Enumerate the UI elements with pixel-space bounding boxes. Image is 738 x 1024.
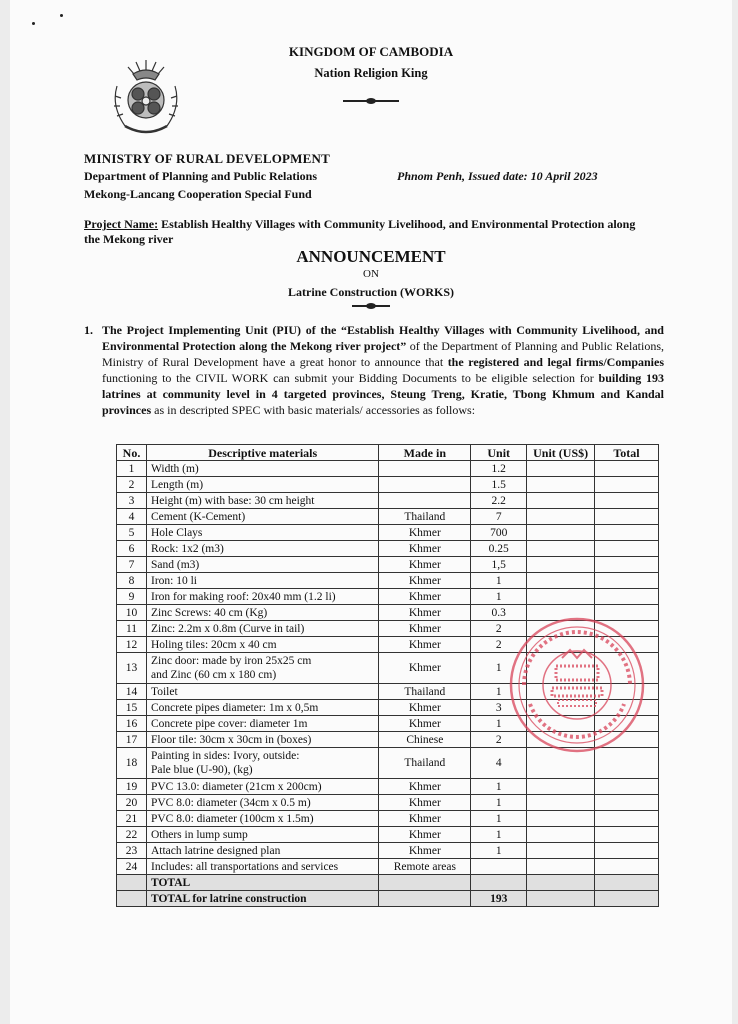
project-name: Establish Healthy Villages with Community Livelihood, and Environmental Protection along the Mekong river <box>84 217 636 246</box>
announcement-subject: Latrine Construction (WORKS) <box>288 285 454 299</box>
col-header-no: No. <box>117 445 147 461</box>
cell-unit-usd <box>527 795 595 811</box>
scan-speck <box>60 14 63 17</box>
col-header-unit: Unit <box>471 445 527 461</box>
para-text-3: of the Department of Planning and Public Relations, Ministry of Rural Development have a great honor to announce that <box>102 339 664 369</box>
kingdom-title: KINGDOM OF CAMBODIA <box>288 44 454 59</box>
cell-no: 15 <box>117 700 147 716</box>
cell-unit-usd <box>527 811 595 827</box>
table-row <box>117 573 659 589</box>
table-row <box>117 811 659 827</box>
table-row <box>117 525 659 541</box>
cell-description: Concrete pipe cover: diameter 1m <box>146 716 378 732</box>
col-header-description: Descriptive materials <box>146 445 378 461</box>
cell-total <box>595 859 659 875</box>
cell-total <box>595 557 659 573</box>
cell-description: Width (m) <box>146 461 378 477</box>
total-cell <box>117 891 147 907</box>
description-line: Painting in sides: Ivory, outside: <box>150 750 300 762</box>
cell-description: Hole Clays <box>146 525 378 541</box>
ministry-name: MINISTRY OF RURAL DEVELOPMENT <box>84 151 330 166</box>
cell-unit: 1 <box>471 589 527 605</box>
para-text-5: functioning to the CIVIL WORK can submit your Bidding Documents to be eligible selection for <box>102 371 599 385</box>
col-header-total: Total <box>595 445 659 461</box>
cell-no: 22 <box>117 827 147 843</box>
cell-unit-usd <box>527 589 595 605</box>
cell-total <box>595 843 659 859</box>
subject-divider <box>352 305 390 307</box>
scan-speck <box>32 22 35 25</box>
cell-no: 7 <box>117 557 147 573</box>
cell-made-in: Khmer <box>379 637 471 653</box>
cell-unit-usd <box>527 493 595 509</box>
issue-dateline: Phnom Penh, Issued date: 10 April 2023 <box>397 169 598 183</box>
cell-description: Iron for making roof: 20x40 mm (1.2 li) <box>146 589 378 605</box>
para-text-6: building 193 latrines at community level in 4 targeted provinces, Steung Treng, Kratie, Tbong Khmum and Kandal provinces <box>102 371 664 417</box>
official-stamp-icon <box>506 614 648 756</box>
cell-made-in: Khmer <box>379 605 471 621</box>
cell-unit: 0.25 <box>471 541 527 557</box>
cell-description: Zinc Screws: 40 cm (Kg) <box>146 605 378 621</box>
cell-description: Rock: 1x2 (m3) <box>146 541 378 557</box>
motto-divider <box>343 100 399 102</box>
cell-description: Iron: 10 li <box>146 573 378 589</box>
cell-no: 1 <box>117 461 147 477</box>
cell-no: 14 <box>117 684 147 700</box>
cell-description: Zinc: 2.2m x 0.8m (Curve in tail) <box>146 621 378 637</box>
cell-no: 16 <box>117 716 147 732</box>
cell-made-in: Khmer <box>379 525 471 541</box>
cell-made-in: Khmer <box>379 811 471 827</box>
para-text-4: the registered and legal firms/Companies <box>447 355 664 369</box>
cell-description: Concrete pipes diameter: 1m x 0,5m <box>146 700 378 716</box>
cell-total <box>595 795 659 811</box>
table-row <box>117 477 659 493</box>
cell-total <box>595 779 659 795</box>
cell-made-in: Thailand <box>379 748 471 779</box>
cell-no: 17 <box>117 732 147 748</box>
cell-unit-usd <box>527 541 595 557</box>
cell-total <box>595 811 659 827</box>
cell-unit-usd <box>527 827 595 843</box>
cell-unit: 4 <box>471 748 527 779</box>
cell-description: Floor tile: 30cm x 30cm in (boxes) <box>146 732 378 748</box>
cell-unit: 1,5 <box>471 557 527 573</box>
table-header-row <box>117 445 659 461</box>
cell-made-in: Khmer <box>379 589 471 605</box>
project-label: Project Name: <box>84 217 159 231</box>
cell-unit: 1 <box>471 716 527 732</box>
cell-description: Attach latrine designed plan <box>146 843 378 859</box>
cell-made-in: Thailand <box>379 509 471 525</box>
cell-no: 5 <box>117 525 147 541</box>
cell-description: PVC 13.0: diameter (21cm x 200cm) <box>146 779 378 795</box>
cell-unit <box>471 859 527 875</box>
total-label: TOTAL for latrine construction <box>146 891 378 907</box>
description-line: Zinc door: made by iron 25x25 cm <box>150 655 312 667</box>
cell-description: Holing tiles: 20cm x 40 cm <box>146 637 378 653</box>
cell-description: Sand (m3) <box>146 557 378 573</box>
table-row <box>117 589 659 605</box>
description-line: and Zinc (60 cm x 180 cm) <box>150 669 277 681</box>
cell-unit: 2.2 <box>471 493 527 509</box>
cell-made-in: Khmer <box>379 827 471 843</box>
cell-no: 2 <box>117 477 147 493</box>
cell-unit-usd <box>527 779 595 795</box>
table-row <box>117 827 659 843</box>
total-row <box>117 875 659 891</box>
cell-made-in: Khmer <box>379 621 471 637</box>
cell-unit: 1 <box>471 811 527 827</box>
cell-unit: 1 <box>471 573 527 589</box>
cell-made-in: Khmer <box>379 795 471 811</box>
cell-no: 21 <box>117 811 147 827</box>
description-line: Pale blue (U-90), (kg) <box>150 764 253 776</box>
cell-unit-usd <box>527 509 595 525</box>
cell-total <box>595 573 659 589</box>
cell-total <box>595 525 659 541</box>
cell-total <box>595 509 659 525</box>
cell-unit: 700 <box>471 525 527 541</box>
cell-made-in: Khmer <box>379 843 471 859</box>
para-text-7: as in descripted SPEC with basic materials/ accessories as follows: <box>151 403 476 417</box>
cell-unit: 1 <box>471 779 527 795</box>
cell-made-in: Remote areas <box>379 859 471 875</box>
para-text-1: The Project Implementing Unit (PIU) of the <box>102 323 341 337</box>
cell-unit-usd <box>527 573 595 589</box>
ministry-seal-icon <box>103 56 189 142</box>
announcement-title: ANNOUNCEMENT <box>296 247 446 266</box>
cell-total <box>595 493 659 509</box>
total-cell <box>379 891 471 907</box>
cell-no: 19 <box>117 779 147 795</box>
table-row <box>117 557 659 573</box>
total-cell <box>379 875 471 891</box>
cell-unit-usd <box>527 477 595 493</box>
cell-total <box>595 827 659 843</box>
table-row <box>117 541 659 557</box>
cell-made-in: Chinese <box>379 732 471 748</box>
cell-description: Others in lump sump <box>146 827 378 843</box>
cell-no: 11 <box>117 621 147 637</box>
table-row <box>117 859 659 875</box>
department-name: Department of Planning and Public Relations <box>84 169 318 183</box>
cell-description: Length (m) <box>146 477 378 493</box>
col-header-unit-usd: Unit (US$) <box>527 445 595 461</box>
cell-no: 8 <box>117 573 147 589</box>
cell-no: 3 <box>117 493 147 509</box>
cell-made-in: Khmer <box>379 779 471 795</box>
grand-total-row <box>117 891 659 907</box>
cell-description: Height (m) with base: 30 cm height <box>146 493 378 509</box>
cell-no: 13 <box>117 653 147 684</box>
total-label: TOTAL <box>146 875 378 891</box>
paragraph-number: 1. <box>84 323 93 337</box>
cell-no: 24 <box>117 859 147 875</box>
total-cell <box>527 891 595 907</box>
cell-description: Cement (K-Cement) <box>146 509 378 525</box>
total-cell <box>595 875 659 891</box>
cell-made-in: Khmer <box>379 653 471 684</box>
cell-description: PVC 8.0: diameter (34cm x 0.5 m) <box>146 795 378 811</box>
cell-no: 12 <box>117 637 147 653</box>
cell-description <box>146 653 378 684</box>
project-name-block <box>84 217 644 247</box>
cell-unit: 1 <box>471 795 527 811</box>
total-cell <box>595 891 659 907</box>
fund-name: Mekong-Lancang Cooperation Special Fund <box>84 187 312 201</box>
table-row <box>117 779 659 795</box>
cell-no: 10 <box>117 605 147 621</box>
cell-unit-usd <box>527 843 595 859</box>
cell-made-in: Thailand <box>379 684 471 700</box>
cell-no: 18 <box>117 748 147 779</box>
cell-total <box>595 541 659 557</box>
cell-unit: 2 <box>471 621 527 637</box>
cell-unit: 2 <box>471 732 527 748</box>
table-row <box>117 493 659 509</box>
cell-no: 6 <box>117 541 147 557</box>
cell-unit: 0.3 <box>471 605 527 621</box>
cell-made-in: Khmer <box>379 557 471 573</box>
document-page <box>10 0 732 1024</box>
para-text-2: “Establish Healthy Villages with Community Livelihood, and Environmental Protection along the Mekong river project” <box>102 323 664 353</box>
cell-made-in: Khmer <box>379 716 471 732</box>
cell-unit-usd <box>527 525 595 541</box>
cell-made-in <box>379 477 471 493</box>
cell-unit: 1 <box>471 827 527 843</box>
cell-made-in: Khmer <box>379 700 471 716</box>
total-cell <box>527 875 595 891</box>
cell-made-in <box>379 461 471 477</box>
table-row <box>117 795 659 811</box>
cell-no: 23 <box>117 843 147 859</box>
cell-unit: 3 <box>471 700 527 716</box>
announcement-paragraph <box>84 322 664 418</box>
cell-unit-usd <box>527 859 595 875</box>
table-row <box>117 843 659 859</box>
cell-unit: 1 <box>471 684 527 700</box>
cell-description: PVC 8.0: diameter (100cm x 1.5m) <box>146 811 378 827</box>
cell-no: 20 <box>117 795 147 811</box>
cell-unit: 1 <box>471 653 527 684</box>
cell-description: Toilet <box>146 684 378 700</box>
cell-made-in: Khmer <box>379 573 471 589</box>
cell-description: Includes: all transportations and services <box>146 859 378 875</box>
cell-unit: 1.5 <box>471 477 527 493</box>
cell-unit: 1.2 <box>471 461 527 477</box>
total-unit <box>471 875 527 891</box>
cell-unit-usd <box>527 461 595 477</box>
cell-total <box>595 589 659 605</box>
cell-made-in <box>379 493 471 509</box>
cell-unit-usd <box>527 557 595 573</box>
announcement-on: ON <box>363 268 379 280</box>
total-unit: 193 <box>471 891 527 907</box>
national-motto: Nation Religion King <box>314 66 428 80</box>
cell-description <box>146 748 378 779</box>
total-cell <box>117 875 147 891</box>
col-header-made-in: Made in <box>379 445 471 461</box>
cell-made-in: Khmer <box>379 541 471 557</box>
table-row <box>117 461 659 477</box>
cell-no: 4 <box>117 509 147 525</box>
cell-total <box>595 477 659 493</box>
cell-total <box>595 461 659 477</box>
table-row <box>117 509 659 525</box>
cell-unit: 2 <box>471 637 527 653</box>
cell-no: 9 <box>117 589 147 605</box>
cell-unit: 7 <box>471 509 527 525</box>
cell-unit: 1 <box>471 843 527 859</box>
